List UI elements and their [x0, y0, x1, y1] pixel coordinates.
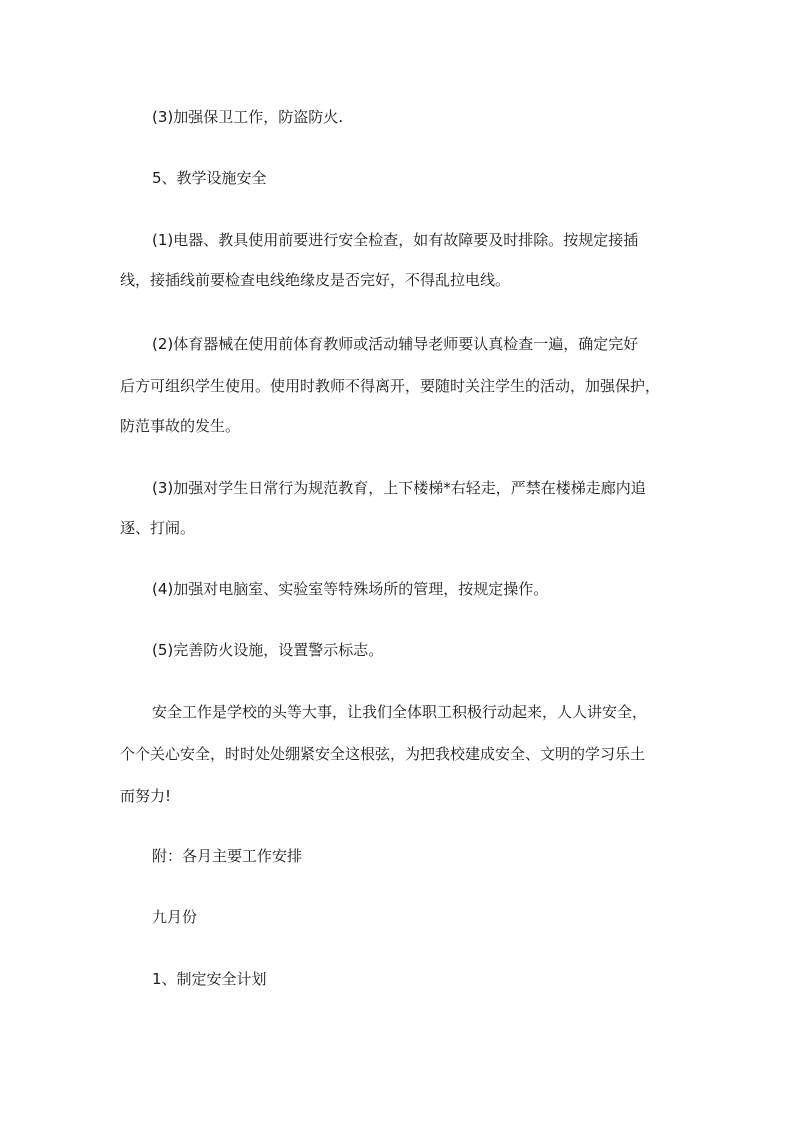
text-line: (5)完善防火设施，设置警示标志。	[152, 641, 384, 659]
text-line: 九月份	[152, 908, 198, 926]
text-line: (1)电器、教具使用前要进行安全检查，如有故障要及时排除。按规定接插	[152, 231, 639, 249]
text-line: (3)加强对学生日常行为规范教育，上下楼梯*右轻走，严禁在楼梯走廊内追	[152, 479, 646, 497]
text-line: 5、教学设施安全	[152, 169, 267, 187]
text-line: 线，接插线前要检查电线绝缘皮是否完好，不得乱拉电线。	[120, 271, 511, 289]
text-line: (2)体育器械在使用前体育教师或活动辅导老师要认真检查一遍，确定完好	[152, 335, 639, 353]
text-line: 逐、打闹。	[120, 519, 196, 537]
text-line: (4)加强对电脑室、实验室等特殊场所的管理，按规定操作。	[152, 580, 549, 598]
text-line: 个个关心安全，时时处处绷紧安全这根弦，为把我校建成安全、文明的学习乐土	[120, 745, 646, 763]
text-line: 后方可组织学生使用。使用时教师不得离开，要随时关注学生的活动，加强保护，	[120, 377, 661, 395]
text-line: 安全工作是学校的头等大事，让我们全体职工积极行动起来，人人讲安全，	[152, 703, 648, 721]
text-line: 附：各月主要工作安排	[152, 847, 303, 865]
text-line: 防范事故的发生。	[120, 417, 241, 435]
text-line: (3)加强保卫工作，防盗防火.	[152, 108, 344, 126]
text-line: 而努力!	[120, 787, 172, 805]
text-line: 1、制定安全计划	[152, 970, 267, 988]
